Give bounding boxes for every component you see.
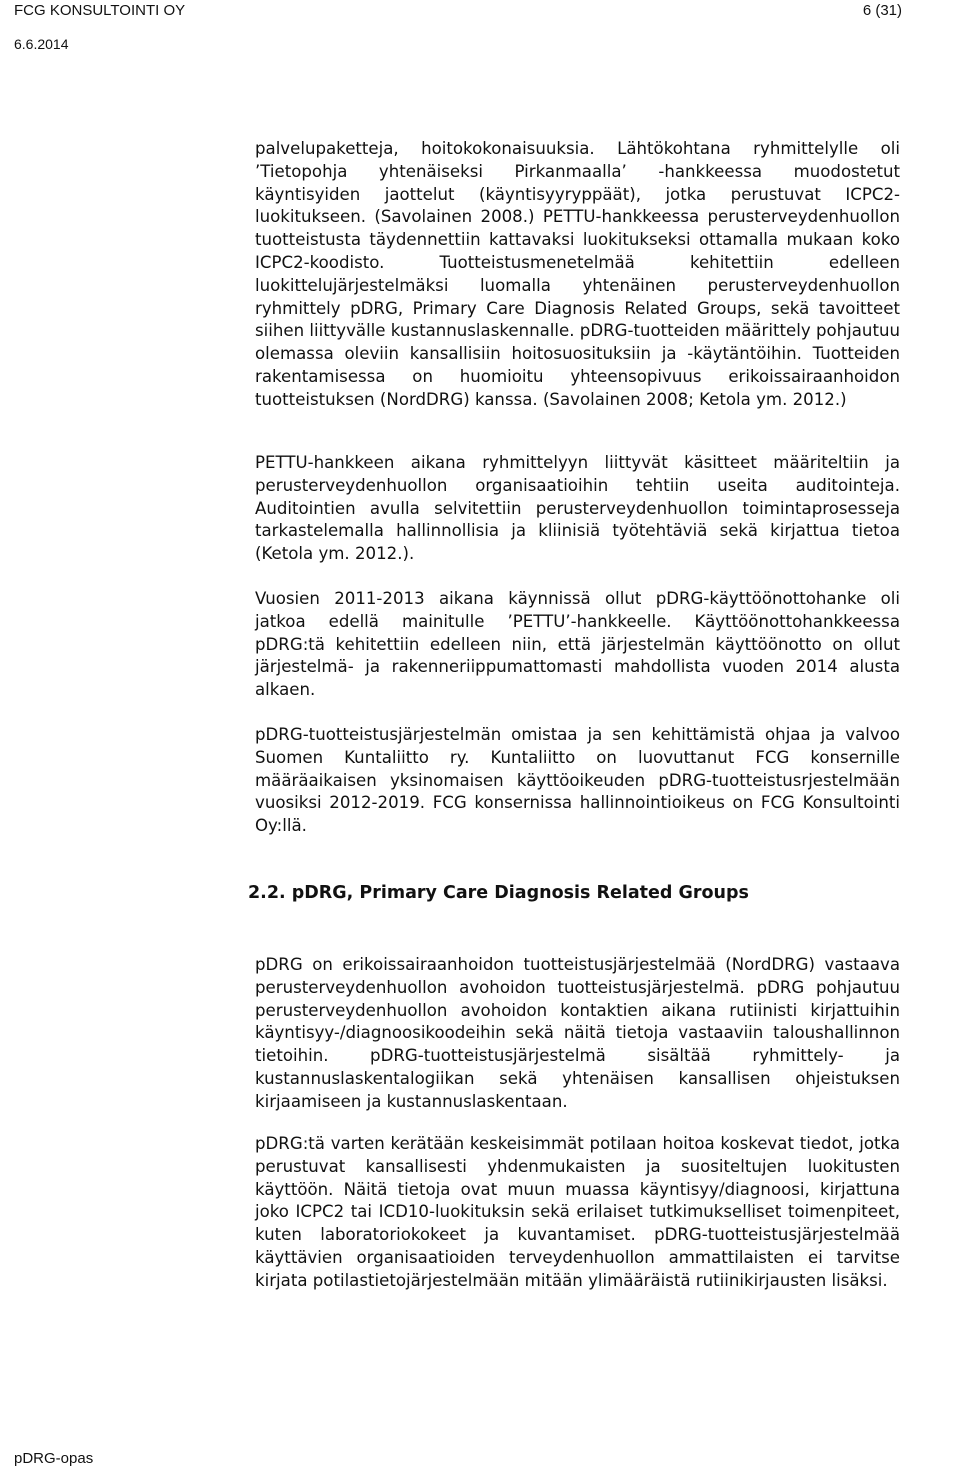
paragraph-pdrg-definition: pDRG on erikoissairaanhoidon tuotteistusjärjestelmää (NordDRG) vastaava perusterveydenhuollon avohoidon tuotteistusjärjestelmä. pDRG pohjautuu perusterveydenhuollon avohoidon kontaktien aikana rutiinisti kirjattuihin käyntisyy-/diagnoosikoodeihin sekä näitä tietoja vastaaviin taloushallinnon tietoihin. pDRG-tuotteistusjärjestelmä sisältää ryhmittely- ja kustannuslaskentalogiikan sekä yhtenäisen kansallisen ohjeistuksen kirjaamiseen ja kustannuslaskentaan. [255, 955, 900, 1111]
paragraph-intro: palvelupaketteja, hoitokokonaisuuksia. Lähtökohtana ryhmittelylle oli ’Tietopohja yhtenäiseksi Pirkanmaalla’ -hankkeessa muodostetut käyntisyiden jaottelut (käyntisyyryppäät), jotka perustuvat ICPC2-luokitukseen. (Savolainen 2008.) PETTU-hankkeessa perusterveydenhuollon tuotteistusta täydennettiin kattavaksi luokitukseksi ottamalla mukaan koko ICPC2-koodisto. Tuotteistusmenetelmää kehitettiin edelleen luokittelujärjestelmäksi luomalla yhtenäinen perusterveydenhuollon ryhmittely pDRG, Primary Care Diagnosis Related Groups, sekä tavoitteet siihen liittyvälle kustannuslaskennalle. pDRG-tuotteiden määrittely pohjautuu olemassa oleviin kansallisiin hoitosuosituksiin ja -käytäntöihin. Tuotteiden rakentamisessa on huomioitu yhteensopivuus erikoissairaanhoidon tuotteistuksen (NordDRG) kanssa. (Savolainen 2008; Ketola ym. 2012.) [255, 139, 900, 409]
header-date: 6.6.2014 [14, 36, 69, 52]
paragraph-pdrg-data: pDRG:tä varten kerätään keskeisimmät potilaan hoitoa koskevat tiedot, jotka perustuvat kansallisesti yhdenmukaisten ja suositeltujen luokitusten käyttöön. Näitä tietoja ovat muun muassa käyntisyy/diagnoosi, kirjattuna joko ICPC2 tai ICD10-luokituksin sekä erilaiset tutkimukselliset toimenpiteet, kuten laboratoriokokeet ja kuvantamiset. pDRG-tuotteistusjärjestelmää käyttävien organisaatioiden terveydenhuollon ammattilaisten ei tarvitse kirjata potilastietojärjestelmään mitään ylimääräistä rutiinikirjausten lisäksi. [255, 1134, 900, 1290]
paragraph-omistus: pDRG-tuotteistusjärjestelmän omistaa ja sen kehittämistä ohjaa ja valvoo Suomen Kuntaliitto ry. Kuntaliitto on luovuttanut FCG konsernille määräaikaisen yksinomaisen käyttöoikeuden pDRG-tuotteistusrjestelmään vuosiksi 2012-2019. FCG konsernissa hallinnointioikeus on FCG Konsultointi Oy:llä. [255, 725, 900, 836]
paragraph-pettu: PETTU-hankkeen aikana ryhmittelyyn liittyvät käsitteet määriteltiin ja perusterveydenhuollon organisaatioihin tehtiin useita auditointeja. Auditointien avulla selvitettiin perusterveydenhuollon toimintaprosesseja tarkastelemalla hallinnollisia ja kliinisiä työtehtäviä sekä kirjattua tietoa (Ketola ym. 2012.). [255, 453, 900, 564]
section-heading: 2.2. pDRG, Primary Care Diagnosis Related Groups [248, 883, 749, 903]
header-page-number: 6 (31) [862, 2, 902, 19]
paragraph-kayttoonotto: Vuosien 2011-2013 aikana käynnissä ollut pDRG-käyttöönottohanke oli jatkoa edellä mainitulle ’PETTU’-hankkeelle. Käyttöönottohankkeessa pDRG:tä kehitettiin edelleen niin, että järjestelmän käyttöönotto on ollut järjestelmä- ja rakenneriippumattomasti mahdollista vuoden 2014 alusta alkaen. [255, 589, 900, 700]
header-company: FCG KONSULTOINTI OY [14, 2, 186, 19]
footer-label: pDRG-opas [14, 1450, 94, 1467]
